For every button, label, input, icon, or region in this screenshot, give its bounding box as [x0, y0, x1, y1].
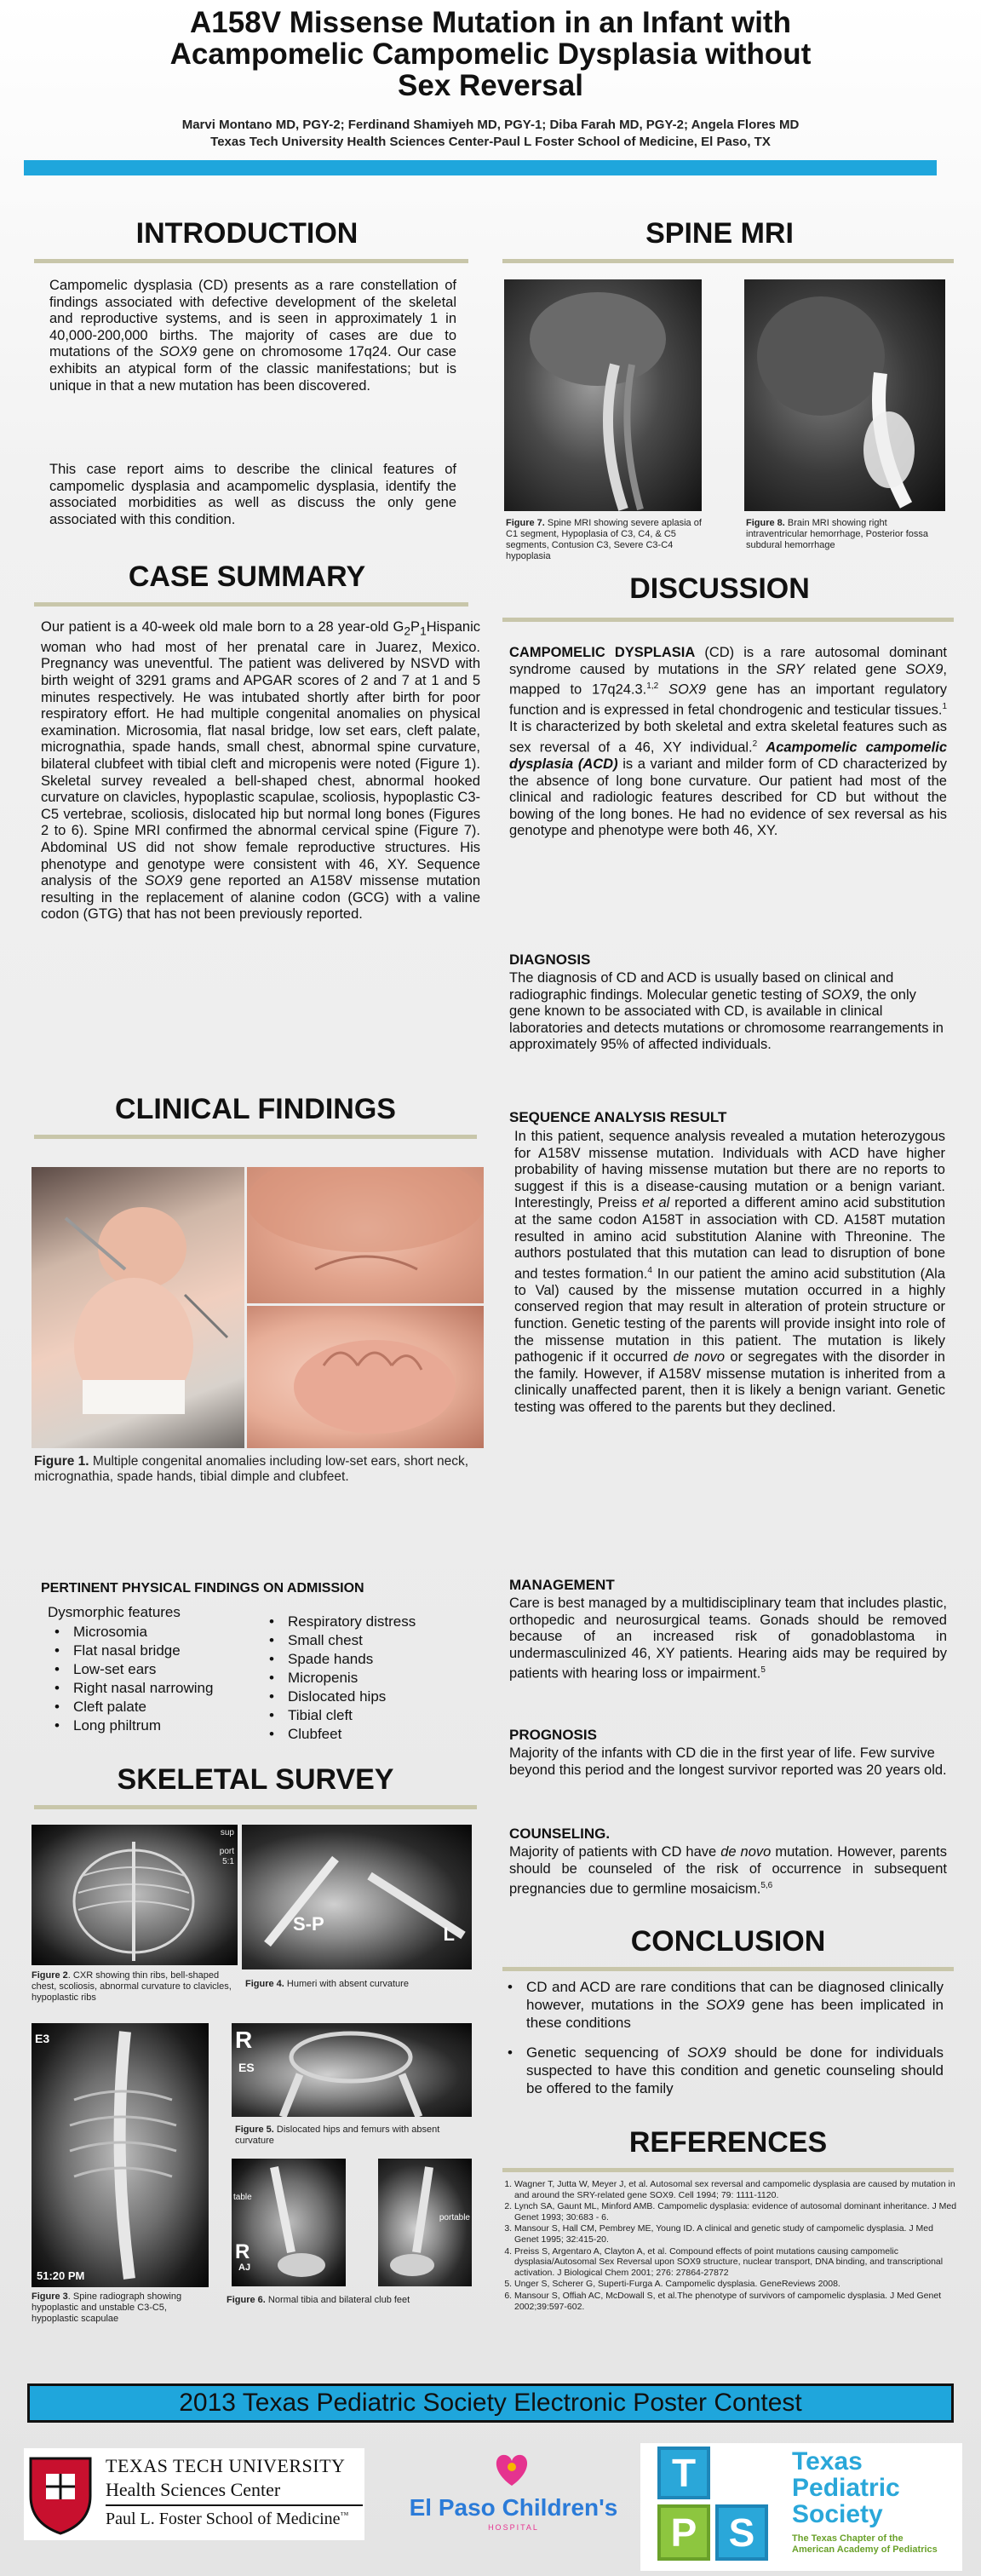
el-paso-hospital-label: HOSPITAL [488, 2523, 539, 2532]
clinical-photo-hand [247, 1306, 484, 1448]
conclusion-item: • Genetic sequencing of SOX9 should be done for individuals suspected to have this condition and genetic counseling should be offered to the family [504, 2044, 944, 2097]
clinical-photo-neck [247, 1167, 484, 1303]
finding-item: • Clubfeet [288, 1725, 416, 1744]
mri-brain-image [744, 279, 945, 511]
figure-5-caption: Figure 5. Dislocated hips and femurs with absent curvature [235, 2125, 440, 2146]
chest-ribs [32, 1825, 238, 1965]
clinical-findings-title: CLINICAL FINDINGS [115, 1093, 396, 1125]
ttu-logo-line-3: Paul L. Foster School of Medicine™ [106, 2510, 349, 2528]
finding-item: • Right nasal narrowing [73, 1679, 213, 1698]
spine-mri-rule [502, 259, 954, 263]
clinical-photo-infant [32, 1167, 244, 1448]
finding-item: • Flat nasal bridge [73, 1642, 213, 1660]
finding-item: • Micropenis [288, 1669, 416, 1688]
management-paragraph: Care is best managed by a multidisciplinary team that includes plastic, orthopedic and neurosurgical teams. Gonads should be removed because of an increased risk of gonadoblastoma in undermasculinized 46, XY patients. Hearing aids may be required by patients with hearing loss or impairment.$^5$ [509, 1596, 947, 1682]
xray-hips [232, 2023, 472, 2117]
reference-item: 1. Wagner T, Jutta W, Meyer J, et al. Autosomal sex reversal and campomelic dysplasia are caused by mutation in and around the SRY-related gene SOX9. Cell 1994; 79: 1111-1120. [514, 2179, 959, 2200]
figure-4-caption: Figure 4. Humeri with absent curvature [245, 1979, 409, 1989]
findings-list-2 [266, 1613, 416, 1744]
tps-subtitle-line-2: American Academy of Pediatrics [792, 2544, 938, 2555]
finding-item: • Small chest [288, 1631, 416, 1650]
xray-mark-e3: E3 [35, 2032, 50, 2045]
introduction-paragraph-1: Campomelic dysplasia (CD) presents as a rare constellation of findings associated with defective development of the skeletal and reproductive systems, and is seen in approximately 1 in 40,000-200,000 births. The majority of cases are due to mutations of the SOX9 gene on chromosome 17q24. Our case exhibits an atypical form of the classic manifestations; but is unique in that a new mutation has been discovered. [49, 278, 456, 394]
reference-item: 6. Mansour S, Offiah AC, McDowall S, et al.The phenotype of survivors of campomelic dysplasia. J Med Genet 2002;39:597-602. [514, 2291, 959, 2312]
findings-list-1 [51, 1623, 213, 1735]
xray-mark-table: table [233, 2193, 252, 2202]
xray-tibia-right [378, 2159, 472, 2286]
reference-item: 2. Lynch SA, Gaunt ML, Minford AMB. Campomelic dysplasia: evidence of autosomal dominant inheritance. J Med Genet 1993; 30:683 - 6. [514, 2201, 959, 2222]
finding-item: • Low-set ears [73, 1660, 213, 1679]
tps-subtitle-line-1: The Texas Chapter of the [792, 2533, 904, 2544]
reference-item: 4. Preiss S, Argentaro A, Clayton A, et al. Compound effects of point mutations causing campomelic dysplasia/Autosomal Sex Reversal upon SOX9 structure, nuclear transport, DNA binding, and transcriptional activation. J Biological Chem 2001; 276: 27864-27872 [514, 2246, 959, 2279]
xray-mark-es: ES [238, 2061, 255, 2074]
neck-shape [247, 1167, 484, 1303]
sequence-analysis-heading: SEQUENCE ANALYSIS RESULT [509, 1109, 727, 1125]
title-line-1: A158V Missense Mutation in an Infant with [190, 6, 791, 39]
conclusion-rule [502, 1967, 954, 1971]
xray-mark-time: 51:20 PM [37, 2269, 85, 2282]
spine-vertebrae [32, 2023, 209, 2287]
reference-item: 3. Mansour S, Hall CM, Pembrey ME, Young ID. A clinical and genetic study of campomelic dysplasia. J Med Genet 1995; 32:415-20. [514, 2223, 959, 2245]
xray-mark-s: S-P [293, 1913, 324, 1935]
finding-item: • Spade hands [288, 1650, 416, 1669]
mri-brain-shape [744, 279, 945, 511]
finding-item: • Long philtrum [73, 1716, 213, 1735]
title-line-3: Sex Reversal [398, 69, 583, 102]
finding-item: • Tibial cleft [288, 1706, 416, 1725]
finding-item: • Microsomia [73, 1623, 213, 1642]
ttu-logo-divider [106, 2504, 363, 2506]
counseling-paragraph: Majority of patients with CD have de novo mutation. However, parents should be counseled of the risk of occurrence in subsequent pregnancies due to germline mosaicism.$^{5,6}$ [509, 1844, 947, 1897]
skeletal-survey-title: SKELETAL SURVEY [117, 1763, 394, 1796]
mri-spine-image [504, 279, 702, 511]
figure-7-caption: Figure 7. Spine MRI showing severe aplasia of C1 segment, Hypoplasia of C3, C4, & C5 segments, Contusion C3, Severe C3-C4 hypoplasia [506, 518, 702, 561]
humeri-bones [242, 1825, 472, 1969]
xray-chest [32, 1825, 238, 1965]
mri-spine-cord [504, 279, 702, 511]
spine-mri-title: SPINE MRI [645, 217, 794, 250]
xray-mark-l: L [443, 1923, 455, 1945]
discussion-paragraph: CAMPOMELIC DYSPLASIA (CD) is a rare autosomal dominant syndrome caused by mutations in the SRY related gene SOX9, mapped to 17q24.3.$^{1,2}$ SOX9 gene has an important regulatory function and is expressed in fetal chondrogenic and testicular tissues.$^1$ It is characterized by both skeletal and extra skeletal features such as sex reversal of a 46, XY individual.$^2$ Acampomelic campomelic dysplasia (ACD) is a variant and milder form of CD characterized by the absence of long bone curvature. Our patient had most of the clinical and radiologic features described for CD but without the bowing of the long bones. He had no evidence of sex reversal as his genotype and phenotype were both 46, XY. [509, 645, 948, 839]
introduction-paragraph-2: This case report aims to describe the clinical features of campomelic dysplasia and acampomelic dysplasia, identify the associated morbidities as well as discuss the only gene associated with this condition. [49, 462, 456, 527]
tps-name [792, 2448, 900, 2527]
xray-mark-num: 5:1 [222, 1857, 234, 1866]
tps-name-line-2: Pediatric [792, 2474, 900, 2502]
hips-bones [232, 2023, 472, 2117]
tps-block-t: T [657, 2447, 710, 2499]
diagnosis-paragraph: The diagnosis of CD and ACD is usually based on clinical and radiographic findings. Molecular genetic testing of SOX9, the only gene known to be associated with CD, is available in clinical laboratories and detects mutations or chromosome rearrangements in approximately 95% of affected individuals. [509, 970, 944, 1053]
figure-6-caption: Figure 6. Normal tibia and bilateral club feet [227, 2295, 410, 2305]
tps-block-p: P [657, 2504, 710, 2561]
references-rule [502, 2168, 954, 2172]
xray-humeri [242, 1825, 472, 1969]
tps-name-line-3: Society [792, 2500, 883, 2528]
diagnosis-heading: DIAGNOSIS [509, 952, 591, 968]
conclusion-list [504, 1978, 944, 2109]
xray-mark-portable: portable [439, 2213, 470, 2222]
case-summary-title: CASE SUMMARY [128, 561, 366, 593]
figure-8-caption: Figure 8. Brain MRI showing right intraventricular hemorrhage, Posterior fossa subdural hemorrhage [746, 518, 928, 550]
conclusion-title: CONCLUSION [630, 1925, 826, 1958]
xray-mark-r2: R [235, 2240, 250, 2263]
poster-title [51, 7, 930, 101]
header-accent-bar [24, 160, 937, 175]
ttu-logo-line-2: Health Sciences Center [106, 2479, 281, 2500]
xray-mark-sup: sup [220, 1828, 234, 1837]
el-paso-childrens-logo [399, 2450, 628, 2544]
ttu-shield-icon [26, 2453, 95, 2535]
tibia-right-bones [378, 2159, 472, 2286]
skeletal-survey-rule [34, 1805, 477, 1809]
hand-shape [247, 1306, 484, 1448]
prognosis-paragraph: Majority of the infants with CD die in the first year of life. Few survive beyond this period and the longest survivor reported was 20 years old. [509, 1745, 947, 1778]
references-list [502, 2179, 959, 2313]
management-heading: MANAGEMENT [509, 1577, 615, 1593]
pertinent-findings-title: PERTINENT PHYSICAL FINDINGS ON ADMISSION [41, 1581, 364, 1596]
case-summary-rule [34, 602, 468, 607]
conclusion-item: • CD and ACD are rare conditions that can be diagnosed clinically however, mutations in the SOX9 gene has been implicated in these conditions [504, 1978, 944, 2032]
finding-item: • Respiratory distress [288, 1613, 416, 1631]
authors: Marvi Montano MD, PGY-2; Ferdinand Shamiyeh MD, PGY-1; Diba Farah MD, PGY-2; Angela Flores MD [181, 118, 800, 132]
title-line-2: Acampomelic Campomelic Dysplasia without [169, 37, 812, 71]
clinical-findings-rule [34, 1135, 477, 1139]
xray-mark-aj: AJ [238, 2263, 251, 2273]
xray-mark-port: port [219, 1847, 234, 1856]
discussion-title: DISCUSSION [629, 572, 810, 605]
el-paso-childrens-name: El Paso Children's [409, 2494, 618, 2521]
finding-item: • Dislocated hips [288, 1688, 416, 1706]
case-summary-paragraph: Our patient is a 40-week old male born to a 28 year-old $G_2P_1Hispanic$ woman who had most of her prenatal care in Juarez, Mexico. Pregnancy was uneventful. The patient was delivered by NSVD with birth weight of 3291 grams and APGAR scores of 2 and 7 at 1 and 5 minutes respectively. He was intubated shortly after birth for poor respiratory effort. He had multiple congenital anomalies on physical examination. Microsomia, flat nasal bridge, low set ears, cleft palate, micrognathia, spade hands, small chest, abnormal spine curvature, bilateral clubfeet with tibial cleft and micropenis were noted (Figure 1). Skeletal survey revealed a bell-shaped chest, abnormal hooked curvature on clavicles, hypoplastic scapulae, scoliosis, hypoplastic C3-C5 vertebrae, scoliosis, dislocated hip but normal long bones (Figures 2 to 6). Spine MRI confirmed the abnormal cervical spine (Figure 7). Abdominal US did not show female reproductive structures. His phenotype and genotype were consistent with 46, XY. Sequence analysis of the SOX9 gene reported an A158V missense mutation resulting in the replacement of alanine codon (GCG) with a valine codon (GTG) that has not been previously reported. [41, 619, 480, 923]
infant-silhouette [32, 1167, 244, 1448]
ttu-hsc-logo [24, 2448, 364, 2540]
tps-subtitle [792, 2533, 938, 2556]
heart-icon [490, 2450, 533, 2489]
dysmorphic-features-heading: Dysmorphic features [48, 1604, 181, 1620]
xray-mark-r: R [235, 2027, 253, 2053]
figure-2-caption: Figure 2. CXR showing thin ribs, bell-shaped chest, scoliosis, abnormal curvature to clavicles, hypoplastic ribs [32, 1970, 232, 2003]
affiliation: Texas Tech University Health Sciences Center-Paul L Foster School of Medicine, El Paso, TX [210, 135, 771, 149]
xray-spine [32, 2023, 209, 2287]
ttu-logo-line-1: TEXAS TECH UNIVERSITY [106, 2455, 346, 2476]
tps-block-s: S [715, 2504, 768, 2561]
introduction-rule [34, 259, 468, 263]
texas-pediatric-society-logo [640, 2443, 962, 2571]
prognosis-heading: PROGNOSIS [509, 1727, 597, 1743]
figure-1-caption: Figure 1. Multiple congenital anomalies including low-set ears, short neck, micrognathia, spade hands, tibial dimple and clubfeet. [34, 1454, 469, 1484]
tps-name-line-1: Texas [792, 2447, 863, 2475]
introduction-title: INTRODUCTION [135, 217, 359, 250]
xray-tibia-left [232, 2159, 346, 2286]
contest-banner: 2013 Texas Pediatric Society Electronic Poster Contest [27, 2383, 954, 2423]
discussion-rule [502, 618, 954, 622]
references-title: REFERENCES [628, 2126, 828, 2159]
finding-item: • Cleft palate [73, 1698, 213, 1716]
counseling-heading: COUNSELING. [509, 1826, 611, 1842]
sequence-analysis-paragraph: In this patient, sequence analysis revealed a mutation heterozygous for A158V missense mutation. Individuals with ACD have higher probability of having missense mutation but there are no reports to suggest if this is a disease-causing mutation or a benign variant. Interestingly, Preiss et al reported a different amino acid substitution at the same codon A158T in association with CD. A158T mutation resulted in amino acid substitution Alanine with Threonine. The authors postulated that this mutation can lead to disruption of bone and testes formation.$^4$ In our patient the amino acid substitution (Ala to Val) caused by the missense mutation occurred in a highly conserved region that may result in alteration of protein structure or function. Genetic testing of the parents will provide insight into role of the missense mutation in this patient. The mutation is likely pathogenic if it occurred de novo or segregates with the disorder in the family. However, if A158V missense mutation is inherited from a clinically unaffected parent, then it is likely a benign variant. Genetic testing was offered to the parents but they declined. [514, 1129, 945, 1415]
figure-3-caption: Figure 3. Spine radiograph showing hypoplastic and unstable C3-C5, hypoplastic scapulae [32, 2291, 182, 2324]
reference-item: 5. Unger S, Scherer G, Superti-Furga A. Campomelic dysplasia. GeneReviews 2008. [514, 2279, 959, 2290]
